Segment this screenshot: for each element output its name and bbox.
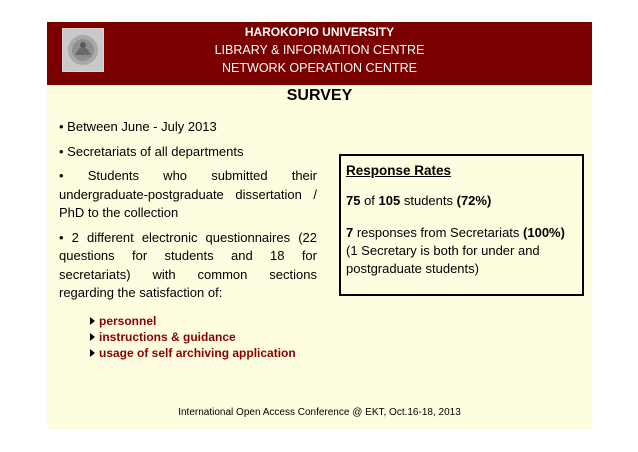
university-name: HAROKOPIO UNIVERSITY [244, 25, 395, 39]
library-name: LIBRARY & INFORMATION CENTRE [214, 43, 425, 57]
network-centre-name: NETWORK OPERATION CENTRE [222, 61, 417, 75]
list-item: usage of self archiving application [90, 345, 296, 361]
satisfaction-list [90, 313, 296, 361]
arrow-right-icon [90, 333, 95, 341]
bullet-questionnaires: • 2 different electronic questionnaires (22 questions for students and 18 for secretariats) with common sections regarding the satisfaction of: [59, 229, 317, 300]
response-rates-box [339, 154, 584, 296]
list-item: instructions & guidance [90, 329, 296, 345]
arrow-right-icon [90, 317, 95, 325]
bullet-list [59, 118, 317, 309]
slide [47, 22, 592, 430]
bullet-students: • Students who submitted their undergraduate-postgraduate dissertation / PhD to the collection [59, 168, 317, 220]
response-rates-title: Response Rates [346, 163, 452, 178]
page-title: SURVEY [286, 87, 353, 104]
footer-conference: International Open Access Conference @ EKT, Oct.16-18, 2013 [178, 407, 461, 418]
secretary-note: (1 Secretary is both for under and postgraduate students) [346, 243, 540, 276]
arrow-right-icon [90, 349, 95, 357]
bullet-secretariats: • Secretariats of all departments [59, 143, 244, 159]
header-banner [47, 22, 592, 85]
secretariats-rate: 7 responses from Secretariats (100%) (1 Secretary is both for under and postgraduate students) [346, 225, 565, 276]
list-item: personnel [90, 313, 296, 329]
students-rate: 75 of 105 students (72%) [346, 193, 492, 208]
bullet-period: • Between June - July 2013 [59, 119, 217, 134]
